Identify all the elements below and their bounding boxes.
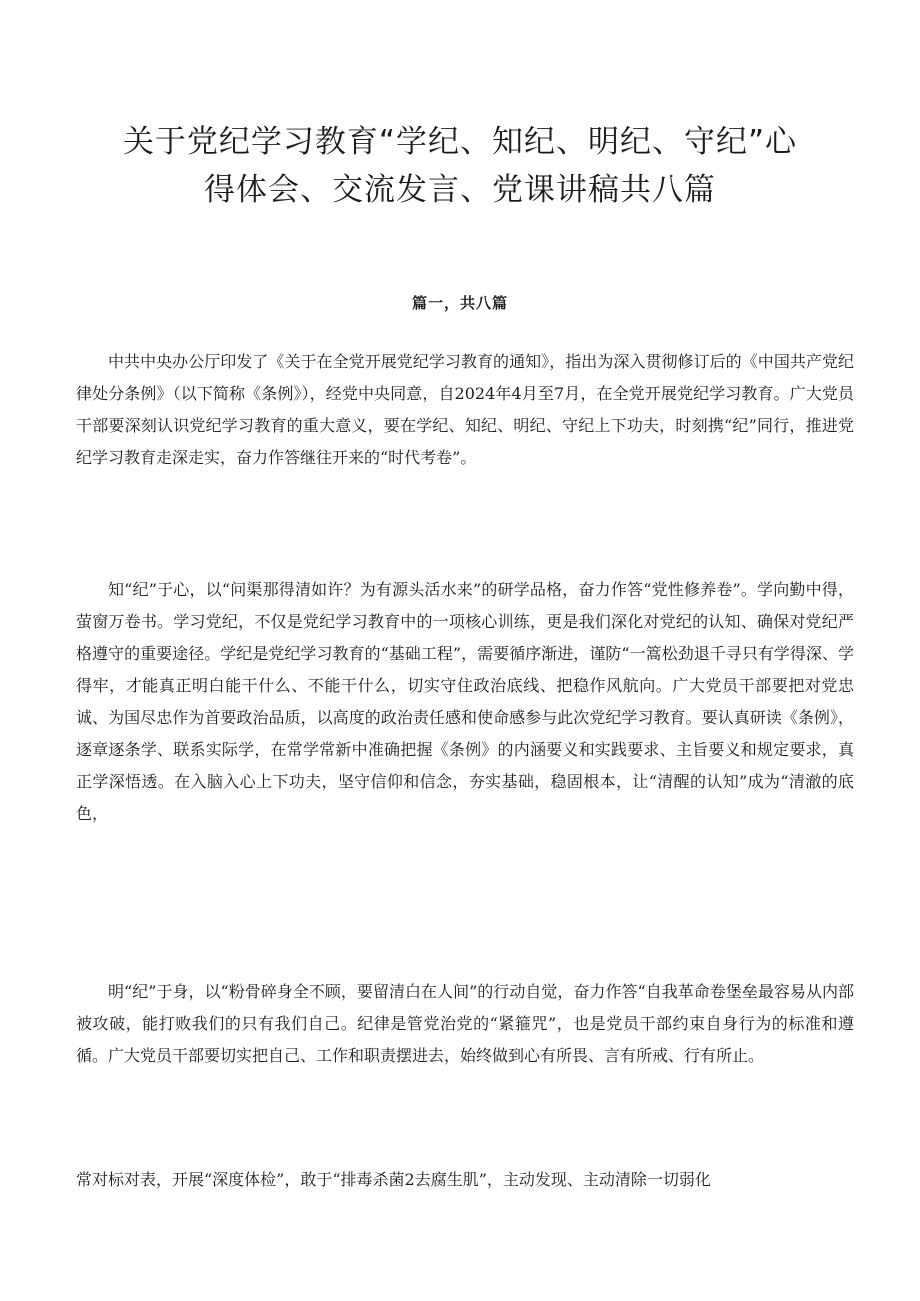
paragraph-1: 中共中央办公厅印发了《关于在全党开展党纪学习教育的通知》，指出为深入贯彻修订后的《中国共产党纪律处分条例》（以下简称《条例》），经党中央同意，自2024年4月至7月，在全党开展党纪学习教育。广大党员干部要深刻认识党纪学习教育的重大意义，要在学纪、知纪、明纪、守纪上下功夫，时刻携“纪”同行，推进党纪学习教育走深走实，奋力作答继往开来的“时代考卷”。 [76, 352, 854, 467]
title-line-2: 得体会、交流发言、党课讲稿共八篇 [204, 172, 716, 208]
paragraph-3: 明“纪”于身，以“粉骨碎身全不顾，要留清白在人间”的行动自觉，奋力作答“自我革命卷堡垒最容易从内部被攻破，能打败我们的只有我们自己。纪律是管党治党的“紧箍咒”，也是党员干部约束自身行为的标准和遵循。广大党员干部要切实把自己、工作和职责摆进去，始终做到心有所畏、言有所戒、行有所止。 [76, 982, 854, 1065]
section-heading: 篇一，共八篇 [411, 294, 508, 312]
title-line-1: 关于党纪学习教育“学纪、知纪、明纪、守纪”心 [122, 124, 798, 160]
paragraph-4: 常对标对表，开展“深度体检”，敢于“排毒杀菌2去腐生肌”，主动发现、主动清除一切弱化 [76, 1170, 711, 1189]
document-title [80, 118, 840, 214]
paragraph-2: 知“纪”于心，以“问渠那得清如许？为有源头活水来”的研学品格，奋力作答“党性修养卷”。学向勤中得，萤窗万卷书。学习党纪，不仅是党纪学习教育中的一项核心训练，更是我们深化对党纪的认知、确保对党纪严格遵守的重要途径。学纪是党纪学习教育的“基础工程”，需要循序渐进，谨防“一篙松劲退千寻只有学得深、学得牢，才能真正明白能干什么、不能干什么，切实守住政治底线、把稳作风航向。广大党员干部要把对党忠诚、为国尽忠作为首要政治品质，以高度的政治责任感和使命感参与此次党纪学习教育。要认真研读《条例》，逐章逐条学、联系实际学，在常学常新中准确把握《条例》的内涵要义和实践要求、主旨要义和规定要求，真正学深悟透。在入脑入心上下功夫，坚守信仰和信念，夯实基础，稳固根本，让“清醒的认知”成为“清澈的底色， [76, 580, 854, 823]
